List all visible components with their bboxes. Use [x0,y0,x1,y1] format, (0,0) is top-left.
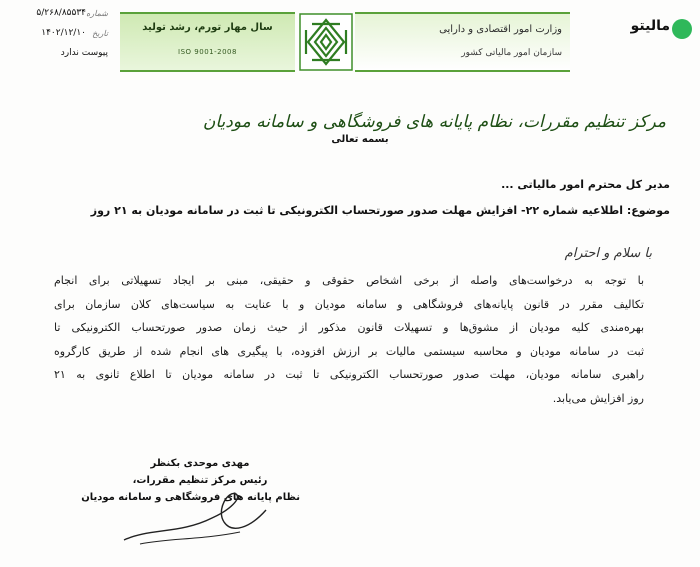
tax-organization-emblem-icon [298,12,354,72]
letter-number-row [8,6,108,26]
signer-name: مهدی موحدی بکنظر [150,458,250,469]
slogan-banner [120,12,295,72]
greeting: با سلام و احترام [564,246,652,261]
letter-number-label: شماره [86,9,108,18]
subject-line: موضوع: اطلاعیه شماره ۲۲- افزایش مهلت صدور صورتحساب الکترونیکی تا ثبت در سامانه مودیان به ۲۱ روز [90,204,670,217]
issuing-office-title: مرکز تنظیم مقررات، نظام پایانه های فروشگاهی و سامانه مودیان [202,112,666,132]
letter-attachment-row [8,46,108,66]
body-line: ثبت در سامانه مودیان و محاسبه سیستمی مالیات بر ارزش افزوده، با پیگیری های انجام شده از طریق کارگروه [54,344,644,358]
letterhead [120,12,560,68]
ministry-name: وزارت امور اقتصادی و دارایی [439,24,562,35]
iso-certification: ISO 9001-2008 [178,48,237,56]
signer-title-line2: نظام پایانه های فروشگاهی و سامانه مودیان [81,492,300,503]
body-line: بهره‌مندی کلیه مودیان از مشوق‌ها و تسهیلات قانون مذکور از حیث زمان صدور صورتحساب الکترونیکی تا [54,321,644,334]
signer-title: رئیس مرکز تنظیم مقررات، [132,475,268,486]
letter-attachment: پیوست ندارد [60,48,108,58]
brand-name: مالیتو [630,18,670,34]
brand-dot-icon [672,19,692,39]
organization-name: سازمان امور مالیاتی کشور [461,48,562,58]
ministry-banner [355,12,570,72]
year-slogan: سال مهار تورم، رشد تولید [142,22,273,33]
body-line: روز افزایش می‌یابد. [552,391,644,405]
brand-logo [612,14,692,44]
bismillah: بسمه تعالی [331,134,389,145]
handwritten-signature-icon [120,488,270,548]
letter-date: ۱۴۰۲/۱۲/۱۰ [41,28,86,38]
letter-date-row [8,26,108,46]
letter-meta [8,6,108,66]
letter-number: ۵/۲۶۸/۸۵۵۳۴ [36,8,86,18]
addressee: مدیر کل محترم امور مالیاتی ... [501,178,670,191]
body-line: تکالیف مقرر در قانون پایانه‌های فروشگاهی و سامانه مودیان و با عنایت به سیاست‌های کلان سازمان برای [54,297,644,311]
letter-body [54,274,644,415]
letter-date-label: تاریخ [92,29,108,38]
body-line: راهبری سامانه مودیان، مهلت صدور صورتحساب الکترونیکی تا ثبت در سامانه مودیان تا اطلاع ثانوی به ۲۱ [54,368,644,381]
body-line: با توجه به درخواست‌های واصله از برخی اشخاص حقوقی و حقیقی، مبنی بر ایجاد تسهیلاتی برای انجام [54,274,644,287]
